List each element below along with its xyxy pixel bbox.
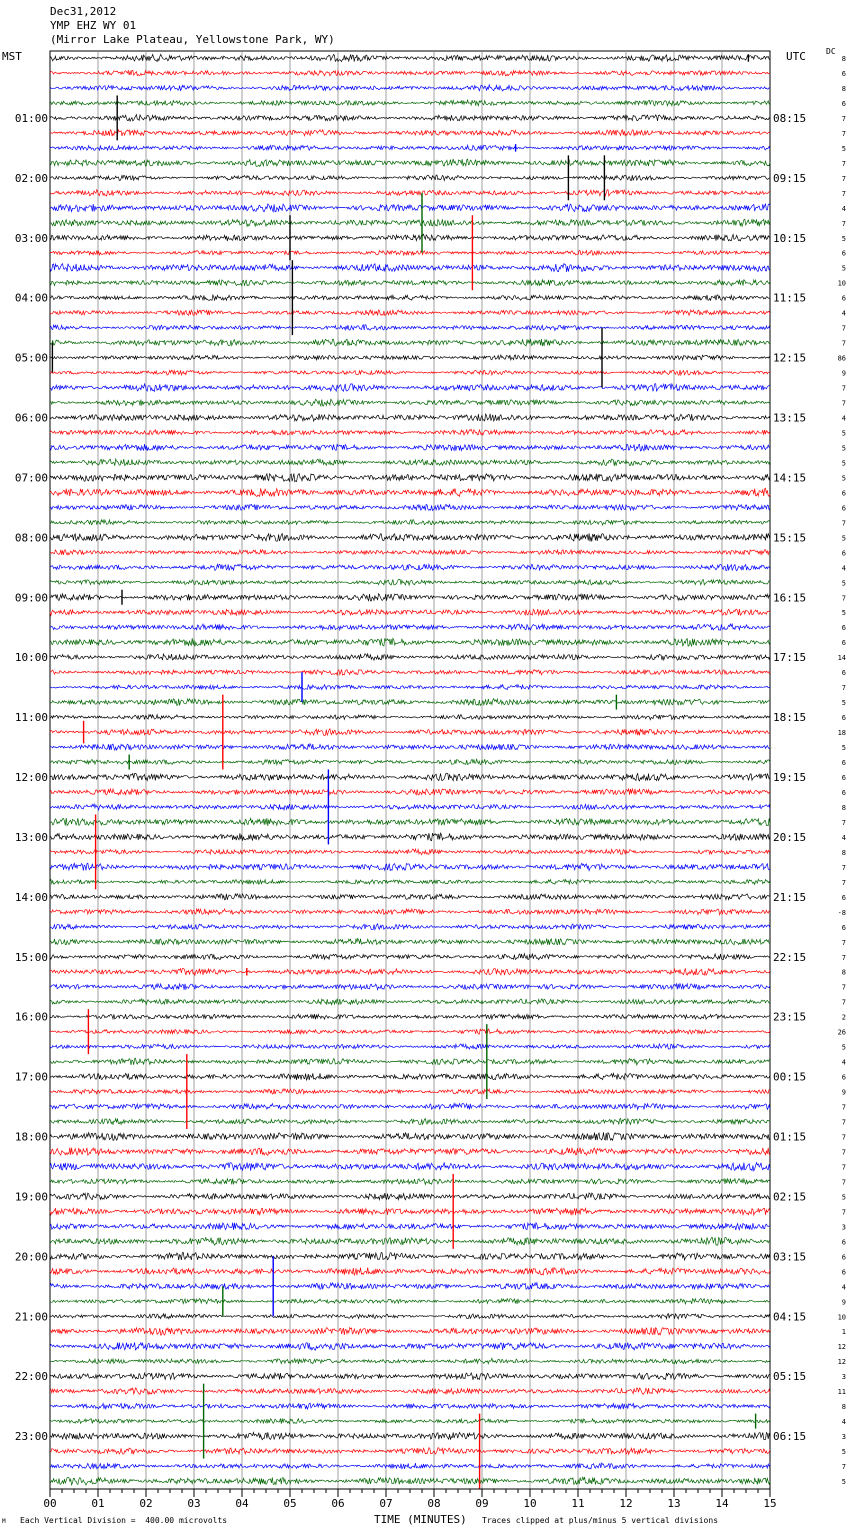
mst-hour-label: 12:00 [14, 771, 48, 784]
dc-offset-label: 6 [841, 99, 846, 108]
dc-offset-label: 4 [841, 414, 846, 423]
dc-offset-label: 5 [841, 1478, 846, 1486]
trace-8 [50, 175, 770, 180]
x-tick-label: 12 [619, 1497, 633, 1510]
utc-hour-label: 03:15 [773, 1250, 807, 1264]
date-label: Dec31,2012 [50, 5, 117, 18]
trace-65 [50, 1029, 770, 1034]
dc-offset-label: 10 [837, 1313, 846, 1322]
dc-offset-label: 4 [841, 1058, 846, 1067]
dc-offset-label: 5 [841, 234, 846, 243]
trace-41 [50, 669, 770, 675]
mst-hour-label: 16:00 [14, 1010, 48, 1024]
dc-offset-label: 5 [841, 744, 846, 752]
x-tick-label: 06 [331, 1497, 345, 1510]
trace-35 [50, 580, 770, 586]
dc-offset-label: 9 [841, 1298, 846, 1307]
trace-75 [50, 1179, 770, 1185]
utc-hour-label: 23:15 [773, 1010, 807, 1024]
clip-note: Traces clipped at plus/minus 5 vertical divisions [482, 1516, 719, 1525]
trace-29 [50, 488, 770, 496]
dc-offset-label: 3 [841, 1433, 846, 1442]
trace-2 [50, 85, 770, 91]
utc-hour-label: 08:15 [773, 111, 807, 125]
dc-offset-label: 7 [841, 399, 846, 408]
trace-6 [50, 145, 770, 150]
dc-offset-label: 4 [841, 1283, 846, 1292]
trace-74 [50, 1162, 770, 1170]
mst-hour-label: 20:00 [14, 1250, 48, 1264]
dc-offset-label: 8 [841, 848, 846, 857]
trace-84 [50, 1314, 770, 1319]
dc-offset-label: 1 [841, 1328, 846, 1337]
dc-offset-label: 5 [841, 609, 846, 618]
dc-offset-label: 4 [841, 204, 846, 213]
mst-hour-label: 14:00 [14, 890, 48, 904]
trace-71 [50, 1118, 770, 1124]
mst-hour-label: 21:00 [14, 1310, 48, 1324]
dc-offset-label: 6 [841, 624, 846, 633]
trace-22 [50, 384, 770, 392]
trace-76 [50, 1193, 770, 1200]
trace-80 [50, 1252, 770, 1260]
dc-offset-label: 7 [841, 1163, 846, 1172]
trace-51 [50, 818, 770, 826]
dc-offset-label: 7 [841, 1103, 846, 1112]
dc-offset-label: 3 [841, 1223, 846, 1232]
utc-hour-label: 10:15 [773, 231, 807, 245]
x-tick-label: 07 [379, 1497, 393, 1510]
dc-offset-label: 7 [841, 339, 846, 348]
trace-58 [50, 924, 770, 930]
trace-27 [50, 459, 770, 466]
station-label: YMP EHZ WY 01 [50, 19, 137, 32]
utc-hour-label: 09:15 [773, 171, 807, 185]
dc-offset-label: 6 [841, 639, 846, 648]
mst-hour-label: 07:00 [14, 471, 48, 485]
dc-offset-label: 5 [841, 1448, 846, 1457]
dc-offset-label: 7 [841, 159, 846, 168]
dc-offset-label: 5 [841, 1193, 846, 1202]
trace-88 [50, 1373, 770, 1380]
dc-offset-label: 7 [841, 1463, 846, 1471]
x-tick-label: 14 [715, 1497, 729, 1510]
trace-77 [50, 1208, 770, 1215]
utc-hour-label: 14:15 [773, 471, 807, 485]
dc-offset-label: 7 [841, 1148, 846, 1157]
x-tick-label: 11 [571, 1497, 585, 1510]
utc-hour-label: 02:15 [773, 1190, 807, 1204]
dc-offset-label: 5 [841, 1043, 846, 1052]
dc-offset-label: 6 [841, 789, 846, 797]
corner-mark: M [2, 1518, 6, 1525]
dc-offset-label: 5 [841, 264, 846, 273]
dc-offset-label: 7 [841, 114, 846, 123]
trace-48 [50, 773, 770, 781]
dc-offset-label: 7 [841, 818, 846, 827]
x-tick-label: 13 [667, 1497, 681, 1510]
trace-70 [50, 1104, 770, 1110]
dc-offset-label: 6 [841, 294, 846, 303]
trace-3 [50, 100, 770, 106]
trace-72 [50, 1132, 770, 1140]
dc-offset-label: 6 [841, 1268, 846, 1277]
trace-11 [50, 219, 770, 226]
trace-33 [50, 550, 770, 555]
trace-32 [50, 533, 770, 541]
dc-offset-label: 6 [841, 489, 846, 498]
dc-offset-label: 4 [841, 833, 846, 842]
x-axis [43, 1489, 776, 1510]
trace-60 [50, 954, 770, 960]
trace-12 [50, 234, 770, 241]
dc-offset-label: 7 [841, 189, 846, 198]
trace-group [50, 54, 770, 1488]
dc-offset-label: 7 [841, 174, 846, 183]
x-tick-label: 09 [475, 1497, 489, 1510]
dc-offset-label: 4 [841, 564, 846, 573]
dc-offset-label: 6 [841, 714, 846, 723]
x-axis-label: TIME (MINUTES) [374, 1513, 467, 1526]
dc-offset-label: 12 [837, 1358, 846, 1367]
dc-offset-label: 9 [841, 369, 846, 378]
x-tick-label: 03 [187, 1497, 201, 1510]
x-tick-label: 15 [763, 1497, 777, 1510]
dc-offset-label: 7 [841, 519, 846, 528]
trace-34 [50, 564, 770, 570]
trace-85 [50, 1327, 770, 1335]
utc-hour-label: 22:15 [773, 950, 807, 964]
dc-offset-label: 5 [841, 579, 846, 588]
trace-95 [50, 1477, 770, 1485]
dc-offset-label: 7 [841, 1178, 846, 1187]
dc-offset-label: 7 [841, 684, 846, 693]
dc-offset-label: 7 [841, 219, 846, 228]
dc-offset-label: 7 [841, 863, 846, 872]
dc-offset-label: 3 [841, 1373, 846, 1382]
trace-18 [50, 325, 770, 331]
trace-15 [50, 280, 770, 286]
mst-hour-label: 23:00 [14, 1430, 48, 1444]
trace-47 [50, 759, 770, 764]
x-tick-label: 04 [235, 1497, 249, 1510]
dc-offset-label: 6 [841, 893, 846, 902]
trace-38 [50, 624, 770, 630]
mst-hour-label: 09:00 [14, 591, 48, 605]
location-label: (Mirror Lake Plateau, Yellowstone Park, WY) [50, 33, 335, 46]
trace-89 [50, 1388, 770, 1395]
dc-offset-label: 6 [841, 774, 846, 782]
dc-offset-label: 7 [841, 384, 846, 393]
utc-hour-label: 21:15 [773, 890, 807, 904]
trace-91 [50, 1419, 770, 1424]
x-tick-label: 05 [283, 1497, 297, 1510]
x-tick-label: 02 [139, 1497, 153, 1510]
mst-hour-label: 17:00 [14, 1070, 48, 1084]
dc-offset-label: 7 [841, 998, 846, 1007]
trace-90 [50, 1403, 770, 1409]
utc-hour-label: 12:15 [773, 351, 807, 365]
trace-7 [50, 159, 770, 166]
mst-label: MST [2, 50, 22, 63]
dc-offset-label: 8 [841, 55, 846, 63]
mst-hour-label: 01:00 [14, 111, 48, 125]
dc-offset-label: 6 [841, 70, 846, 78]
dc-offset-label: 5 [841, 444, 846, 453]
mst-hour-label: 11:00 [14, 711, 48, 725]
mst-hour-label: 04:00 [14, 291, 48, 305]
trace-62 [50, 984, 770, 990]
trace-31 [50, 520, 770, 525]
utc-hour-label: 05:15 [773, 1370, 807, 1384]
dc-offset-label: 7 [841, 878, 846, 887]
dc-offset-label: 7 [841, 1118, 846, 1127]
dc-offset-label: 26 [837, 1028, 846, 1037]
dc-offset-label: 7 [841, 953, 846, 962]
utc-label: UTC [786, 50, 806, 63]
trace-43 [50, 699, 770, 706]
dc-offset-label: 11 [837, 1388, 846, 1397]
trace-19 [50, 339, 770, 346]
trace-39 [50, 638, 770, 646]
trace-25 [50, 429, 770, 435]
dc-offset-label: 5 [841, 429, 846, 438]
trace-92 [50, 1432, 770, 1439]
dc-offset-label: 4 [841, 1418, 846, 1427]
trace-23 [50, 399, 770, 406]
trace-42 [50, 685, 770, 690]
utc-hour-label: 17:15 [773, 651, 807, 665]
trace-86 [50, 1342, 770, 1350]
trace-79 [50, 1237, 770, 1245]
trace-68 [50, 1073, 770, 1080]
dc-offset-label: 8 [841, 968, 846, 977]
mst-hour-label: 19:00 [14, 1190, 48, 1204]
dc-offset-label: 5 [841, 459, 846, 468]
dc-offset-label: 7 [841, 938, 846, 947]
dc-offset-label: 7 [841, 594, 846, 603]
trace-30 [50, 504, 770, 510]
mst-hour-label: 15:00 [14, 950, 48, 964]
trace-66 [50, 1044, 770, 1049]
dc-offset-label: 5 [841, 474, 846, 483]
trace-49 [50, 789, 770, 795]
dc-offset-label: 5 [841, 699, 846, 708]
x-tick-label: 10 [523, 1497, 537, 1510]
x-tick-label: 08 [427, 1497, 441, 1510]
dc-offset-label: 7 [841, 129, 846, 138]
dc-offset-label: 18 [837, 729, 846, 738]
dc-offset-label: 5 [841, 144, 846, 153]
mst-hour-label: 08:00 [14, 531, 48, 545]
trace-50 [50, 804, 770, 810]
trace-17 [50, 310, 770, 315]
trace-93 [50, 1448, 770, 1455]
dc-offset-label: 6 [841, 669, 846, 678]
dc-offset-label: 14 [837, 654, 846, 663]
trace-13 [50, 250, 770, 255]
mst-hour-label: 10:00 [14, 651, 48, 665]
trace-45 [50, 729, 770, 736]
trace-78 [50, 1223, 770, 1230]
trace-21 [50, 370, 770, 375]
trace-40 [50, 654, 770, 660]
trace-81 [50, 1268, 770, 1276]
mst-hour-label: 22:00 [14, 1370, 48, 1384]
utc-hour-label: 18:15 [773, 711, 807, 725]
trace-53 [50, 849, 770, 855]
mst-hour-label: 13:00 [14, 830, 48, 844]
utc-hour-label: 06:15 [773, 1430, 807, 1444]
utc-hour-label: 04:15 [773, 1310, 807, 1324]
dc-offset-label: -8 [837, 908, 846, 917]
dc-offset-label: 6 [841, 759, 846, 767]
dc-label: DC [826, 47, 836, 56]
trace-64 [50, 1014, 770, 1019]
utc-hour-label: 13:15 [773, 411, 807, 425]
trace-73 [50, 1148, 770, 1156]
dc-offset-label: 4 [841, 309, 846, 318]
trace-26 [50, 444, 770, 451]
trace-83 [50, 1299, 770, 1304]
trace-14 [50, 264, 770, 272]
trace-59 [50, 938, 770, 944]
trace-87 [50, 1358, 770, 1364]
trace-82 [50, 1283, 770, 1290]
trace-16 [50, 295, 770, 301]
trace-0 [50, 54, 770, 61]
mst-hour-label: 06:00 [14, 411, 48, 425]
trace-1 [50, 70, 770, 75]
dc-offset-label: 8 [841, 85, 846, 93]
dc-offset-label: 7 [841, 983, 846, 992]
dc-offset-label: 7 [841, 1208, 846, 1217]
x-tick-label: 00 [43, 1497, 57, 1510]
dc-offset-label: 6 [841, 1253, 846, 1262]
mst-hour-label: 03:00 [14, 231, 48, 245]
trace-54 [50, 863, 770, 870]
trace-55 [50, 879, 770, 884]
mst-hour-label: 18:00 [14, 1130, 48, 1144]
dc-offset-label: 6 [841, 504, 846, 513]
trace-4 [50, 115, 770, 122]
trace-61 [50, 969, 770, 976]
utc-hour-label: 00:15 [773, 1070, 807, 1084]
utc-hour-label: 19:15 [773, 771, 807, 784]
mst-hour-label: 05:00 [14, 351, 48, 365]
dc-offset-label: 6 [841, 249, 846, 258]
dc-offset-label: 12 [837, 1343, 846, 1352]
utc-hour-label: 16:15 [773, 591, 807, 605]
utc-hour-label: 01:15 [773, 1130, 807, 1144]
dc-offset-label: 8 [841, 1403, 846, 1412]
dc-offset-label: 10 [837, 279, 846, 288]
mst-hour-label: 02:00 [14, 171, 48, 185]
dc-offset-label: 6 [841, 549, 846, 558]
trace-69 [50, 1089, 770, 1094]
dc-offset-label: 6 [841, 923, 846, 932]
trace-9 [50, 190, 770, 196]
trace-28 [50, 473, 770, 481]
trace-94 [50, 1463, 770, 1469]
dc-offset-label: 7 [841, 1133, 846, 1142]
trace-20 [50, 355, 770, 360]
trace-24 [50, 414, 770, 421]
trace-44 [50, 715, 770, 720]
trace-63 [50, 999, 770, 1005]
dc-offset-label: 8 [841, 804, 846, 812]
trace-36 [50, 594, 770, 601]
trace-5 [50, 130, 770, 136]
x-tick-label: 01 [91, 1497, 105, 1510]
trace-46 [50, 744, 770, 750]
scale-note: Each Vertical Division = 400.00 microvolts [20, 1516, 228, 1525]
utc-hour-label: 20:15 [773, 830, 807, 844]
utc-hour-label: 15:15 [773, 531, 807, 545]
trace-10 [50, 204, 770, 212]
dc-offset-label: 6 [841, 1073, 846, 1082]
trace-56 [50, 894, 770, 900]
trace-37 [50, 609, 770, 615]
dc-offset-label: 9 [841, 1088, 846, 1097]
trace-57 [50, 909, 770, 915]
dc-offset-label: 6 [841, 1238, 846, 1247]
dc-offset-label: 7 [841, 324, 846, 333]
trace-67 [50, 1058, 770, 1065]
dc-offset-label: 5 [841, 534, 846, 543]
trace-52 [50, 833, 770, 841]
dc-offset-label: 86 [837, 354, 846, 363]
utc-hour-label: 11:15 [773, 291, 807, 305]
dc-offset-label: 2 [841, 1013, 846, 1022]
